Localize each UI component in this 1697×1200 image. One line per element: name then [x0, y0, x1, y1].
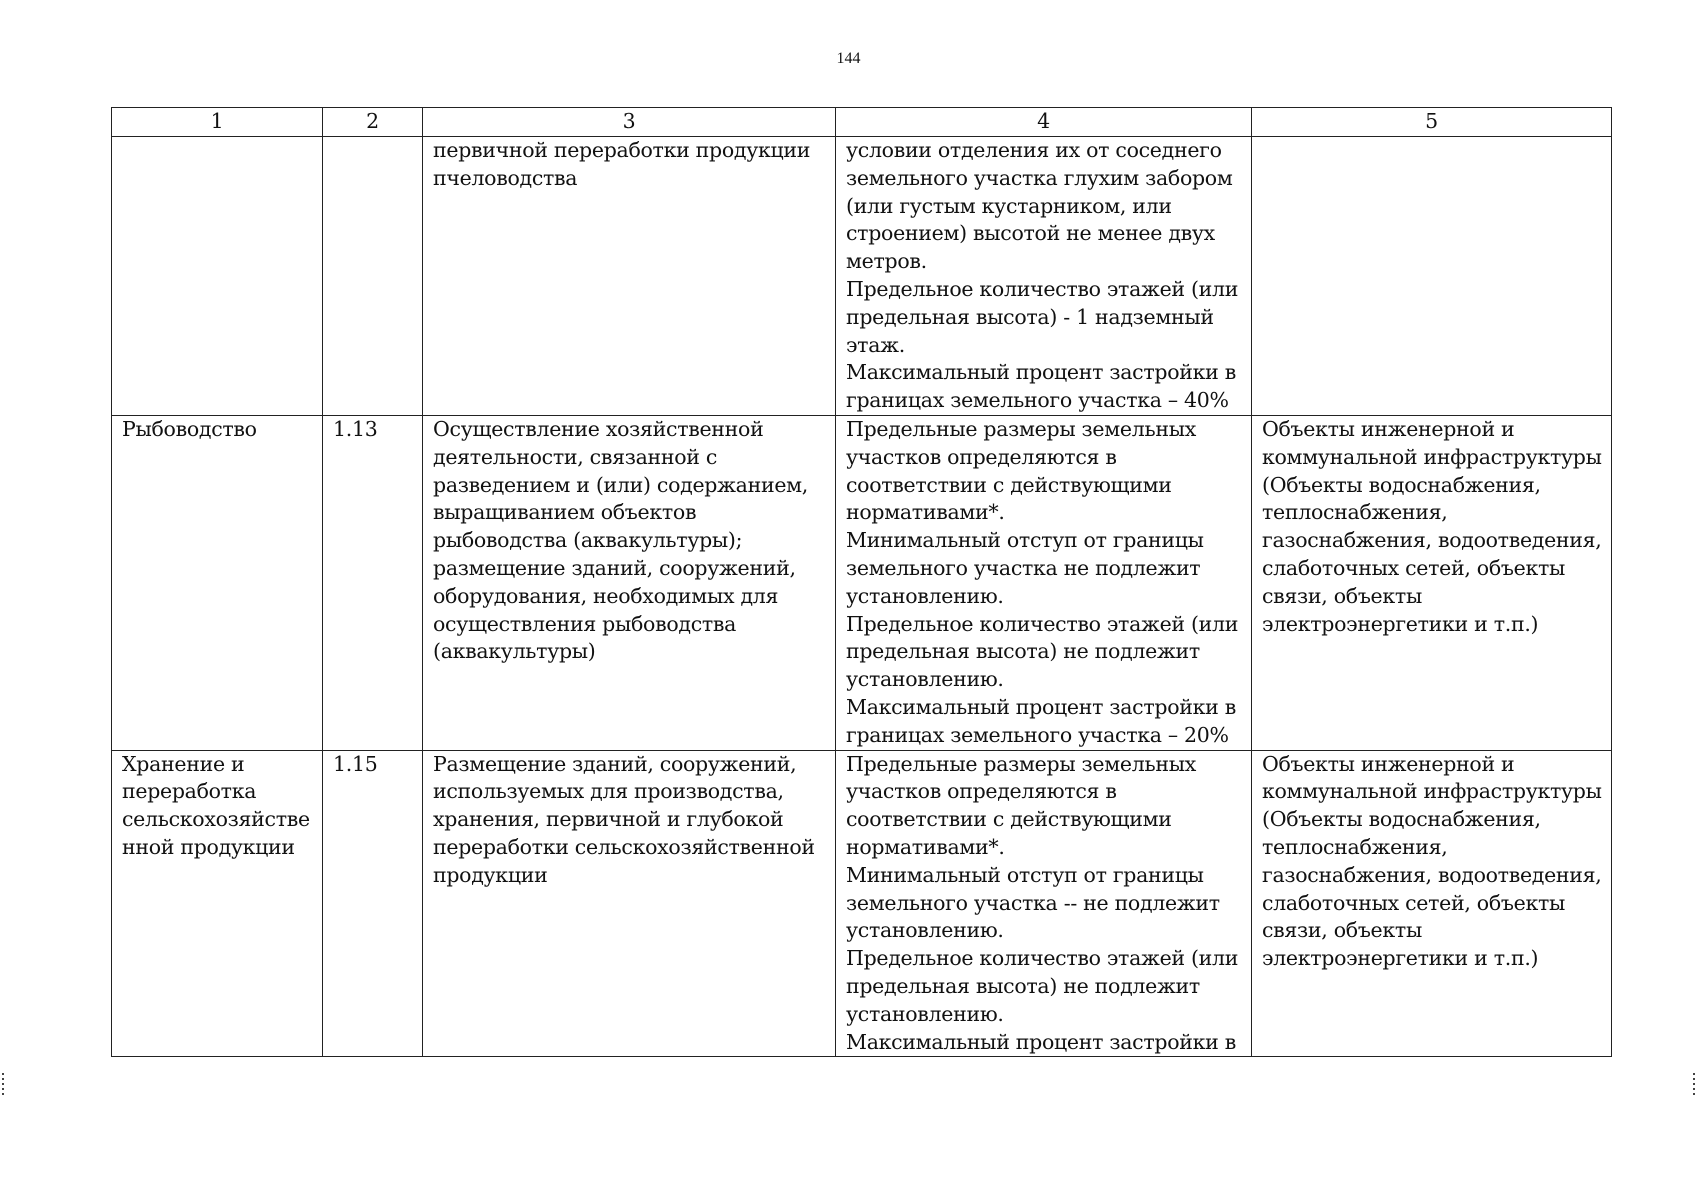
text-line: установлению.	[846, 1001, 1004, 1026]
text-line: слаботочных сетей, объекты	[1262, 555, 1566, 580]
text-line: хранения, первичной и глубокой	[433, 807, 784, 832]
auxiliary-uses-cell	[1252, 750, 1612, 1057]
text-line: Максимальный процент застройки в	[846, 360, 1236, 385]
text-line: нормативами*.	[846, 834, 1005, 859]
text-line: метров.	[846, 249, 927, 274]
text-line: (аквакультуры)	[433, 639, 596, 664]
parameters-cell	[836, 750, 1252, 1057]
header-col-2: 2	[323, 108, 423, 137]
text-line: коммунальной инфраструктуры	[1262, 444, 1602, 469]
text-line: Предельное количество этажей (или	[846, 611, 1239, 636]
text-line: соответствии с действующими	[846, 807, 1172, 832]
header-row	[112, 108, 1612, 137]
text-line: предельная высота) - 1 надземный	[846, 304, 1214, 329]
text-line: сельскохозяйстве	[122, 807, 310, 832]
use-description-cell	[423, 137, 836, 416]
text-line: земельного участка глухим забором	[846, 165, 1233, 190]
text-line: слаботочных сетей, объекты	[1262, 890, 1566, 915]
use-description-cell	[423, 416, 836, 751]
text-line: (Объекты водоснабжения,	[1262, 472, 1541, 497]
text-line: Минимальный отступ от границы	[846, 528, 1204, 553]
parameters-cell	[836, 416, 1252, 751]
text-line: осуществления рыбоводства	[433, 611, 737, 636]
text-line: продукции	[433, 862, 548, 887]
text-line: Максимальный процент застройки в	[846, 1029, 1236, 1054]
text-line: нормативами*.	[846, 500, 1005, 525]
text-line: земельного участка -- не подлежит	[846, 890, 1220, 915]
text-line: этаж.	[846, 332, 905, 357]
text-line: оборудования, необходимых для	[433, 583, 779, 608]
text-line: связи, объекты	[1262, 918, 1422, 943]
text-line: размещение зданий, сооружений,	[433, 555, 796, 580]
text-line: нной продукции	[122, 834, 295, 859]
text-line: Объекты инженерной и	[1262, 751, 1515, 776]
text-line: деятельности, связанной с	[433, 444, 718, 469]
text-line: установлению.	[846, 667, 1004, 692]
text-line: Хранение и	[122, 751, 245, 776]
text-line: газоснабжения, водоотведения,	[1262, 528, 1602, 553]
header-col-4: 4	[836, 108, 1252, 137]
scan-edge-mark-right	[1693, 1073, 1695, 1095]
text-line: Предельные размеры земельных	[846, 417, 1196, 441]
text-line: Предельное количество этажей (или	[846, 946, 1239, 971]
text-line: участков определяются в	[846, 779, 1117, 804]
text-line: установлению.	[846, 918, 1004, 943]
text-line: Максимальный процент застройки в	[846, 694, 1236, 719]
use-code-cell: 1.13	[323, 416, 423, 751]
use-code-cell	[323, 137, 423, 416]
text-line: Предельные размеры земельных	[846, 751, 1196, 776]
text-line: предельная высота) не подлежит	[846, 973, 1200, 998]
text-line: участков определяются в	[846, 444, 1117, 469]
auxiliary-uses-cell	[1252, 416, 1612, 751]
table-row	[112, 137, 1612, 416]
auxiliary-uses-cell	[1252, 137, 1612, 416]
use-code-cell: 1.15	[323, 750, 423, 1057]
text-line: Предельное количество этажей (или	[846, 276, 1239, 301]
text-line: Рыбоводство	[122, 417, 257, 441]
text-line: коммунальной инфраструктуры	[1262, 779, 1602, 804]
text-line: предельная высота) не подлежит	[846, 639, 1200, 664]
header-col-5: 5	[1252, 108, 1612, 137]
header-col-1: 1	[112, 108, 323, 137]
text-line: (Объекты водоснабжения,	[1262, 807, 1541, 832]
page-number: 144	[836, 50, 861, 67]
text-line: газоснабжения, водоотведения,	[1262, 862, 1602, 887]
use-description-cell	[423, 750, 836, 1057]
text-line: земельного участка не подлежит	[846, 555, 1201, 580]
text-line: строением) высотой не менее двух	[846, 221, 1215, 246]
text-line: условии отделения их от соседнего	[846, 138, 1222, 162]
text-line: переработки сельскохозяйственной	[433, 834, 815, 859]
table-row	[112, 750, 1612, 1057]
text-line: границах земельного участка – 40%	[846, 388, 1229, 413]
zoning-table	[111, 107, 1612, 1057]
text-line: пчеловодства	[433, 165, 578, 190]
text-line: используемых для производства,	[433, 779, 784, 804]
scan-edge-mark-left	[2, 1073, 4, 1095]
text-line: соответствии с действующими	[846, 472, 1172, 497]
text-line: теплоснабжения,	[1262, 500, 1448, 525]
text-line: связи, объекты	[1262, 583, 1422, 608]
text-line: Минимальный отступ от границы	[846, 862, 1204, 887]
text-line: электроэнергетики и т.п.)	[1262, 946, 1539, 971]
use-name-cell	[112, 137, 323, 416]
text-line: разведением и (или) содержанием,	[433, 472, 809, 497]
use-name-cell	[112, 750, 323, 1057]
text-line: Объекты инженерной и	[1262, 417, 1515, 441]
table-row	[112, 416, 1612, 751]
use-name-cell	[112, 416, 323, 751]
text-line: переработка	[122, 779, 257, 804]
text-line: электроэнергетики и т.п.)	[1262, 611, 1539, 636]
parameters-cell	[836, 137, 1252, 416]
text-line: границах земельного участка – 20%	[846, 722, 1229, 747]
text-line: первичной переработки продукции	[433, 138, 811, 162]
text-line: установлению.	[846, 583, 1004, 608]
text-line: рыбоводства (аквакультуры);	[433, 528, 743, 553]
text-line: Размещение зданий, сооружений,	[433, 751, 797, 776]
header-col-3: 3	[423, 108, 836, 137]
text-line: Осуществление хозяйственной	[433, 417, 764, 441]
text-line: (или густым кустарником, или	[846, 193, 1172, 218]
text-line: теплоснабжения,	[1262, 834, 1448, 859]
text-line: выращиванием объектов	[433, 500, 697, 525]
